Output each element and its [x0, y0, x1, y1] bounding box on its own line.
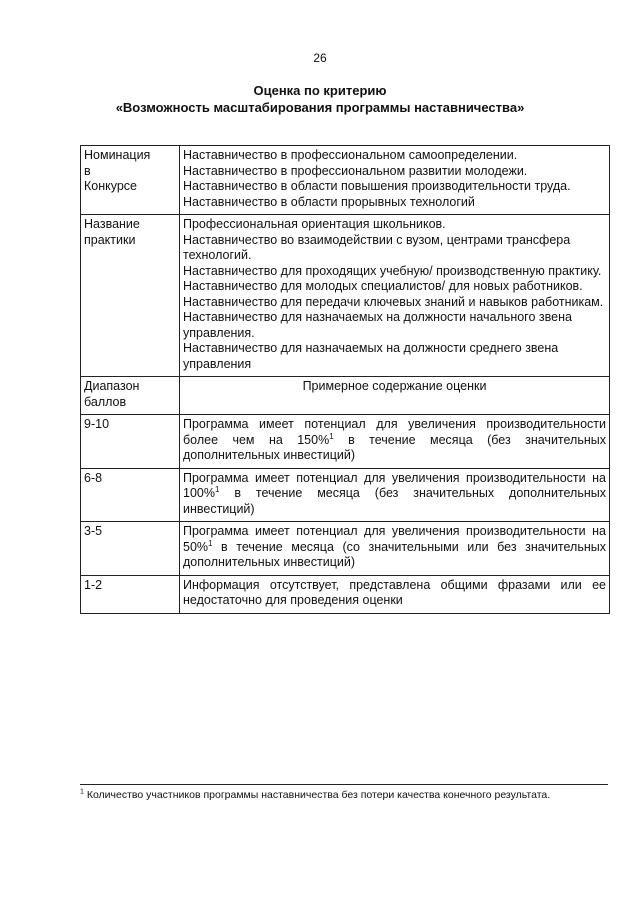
practice-label-line2: практики	[84, 232, 136, 247]
score-description	[180, 575, 610, 613]
nomination-item: Наставничество в области прорывных технологий	[183, 194, 475, 209]
nomination-row	[81, 146, 610, 215]
nomination-label-preposition: в	[84, 163, 91, 178]
footnote	[80, 789, 620, 801]
score-text-continued: в течение месяца (без значительных дополнительных инвестиций)	[183, 432, 606, 462]
footnote-mark: 1	[80, 788, 84, 796]
score-range: 1-2	[81, 575, 180, 613]
nomination-item: Наставничество в области повышения производительности труда.	[183, 179, 571, 193]
practice-item: Наставничество для проходящих учебную/ производственную практику.	[183, 263, 602, 278]
practice-label	[81, 215, 180, 377]
practice-item: Наставничество для назначаемых на должности среднего звена управления	[183, 341, 559, 371]
practice-item: Профессиональная ориентация школьников.	[183, 217, 446, 231]
assessment-content-header: Примерное содержание оценки	[180, 377, 610, 415]
footnote-text: Количество участников программы наставничества без потери качества конечного результата.	[83, 789, 551, 801]
score-range: 9-10	[81, 415, 180, 469]
practice-label-line1: Название	[84, 217, 140, 231]
practice-item: Наставничество для передачи ключевых знаний и навыков работникам.	[183, 294, 604, 309]
score-row	[81, 522, 610, 576]
nomination-label-word: Номинация	[84, 148, 151, 162]
score-range-header-line1: Диапазон	[84, 379, 140, 393]
score-text-continued: в течение месяца (без значительных дополнительных инвестиций)	[183, 486, 606, 516]
practice-item: Наставничество во взаимодействии с вузом, центрами трансфера технологий.	[183, 232, 571, 262]
practice-item: Наставничество для молодых специалистов/ для новых работников.	[183, 279, 583, 293]
score-text: Информация отсутствует, представлена общими фразами или ее недостаточно для проведения оценки	[183, 577, 606, 607]
practice-row	[81, 215, 610, 377]
score-description	[180, 415, 610, 469]
score-text-continued: в течение месяца (со значительными или без значительных дополнительных инвестиций)	[183, 539, 606, 569]
practice-item: Наставничество для назначаемых на должности начального звена управления.	[183, 310, 572, 340]
score-description	[180, 522, 610, 576]
nomination-label-line2: Конкурсе	[84, 179, 138, 193]
nomination-list	[180, 146, 610, 215]
nomination-item: Наставничество в профессиональном самоопределении.	[183, 148, 518, 162]
practice-list	[180, 215, 610, 377]
nomination-label	[81, 146, 180, 215]
score-row	[81, 468, 610, 522]
score-text: Программа имеет потенциал для увеличения производительности на 50%	[183, 524, 606, 554]
footnote-ref: 1	[329, 431, 334, 441]
score-text: Программа имеет потенциал для увеличения производительности более чем на 150%	[183, 417, 606, 447]
page-number: 26	[313, 51, 327, 65]
footnote-ref: 1	[214, 484, 220, 494]
score-range-header-line2: баллов	[84, 394, 127, 409]
scale-header-row	[81, 377, 610, 415]
title-line-1: Оценка по критерию	[253, 83, 387, 98]
score-row	[81, 415, 610, 469]
title-line-2: «Возможность масштабирования программы наставничества»	[115, 100, 525, 115]
score-range: 6-8	[81, 468, 180, 522]
score-range: 3-5	[81, 522, 180, 576]
document-title	[0, 82, 640, 116]
footnote-divider	[80, 784, 608, 785]
criteria-table	[80, 145, 610, 614]
score-description	[180, 468, 610, 522]
footnote-ref: 1	[208, 538, 213, 548]
score-row	[81, 575, 610, 613]
score-text: Программа имеет потенциал для увеличения производительности на 100%	[183, 470, 606, 500]
score-range-header	[81, 377, 180, 415]
nomination-item: Наставничество в профессиональном развитии молодежи.	[183, 163, 528, 178]
